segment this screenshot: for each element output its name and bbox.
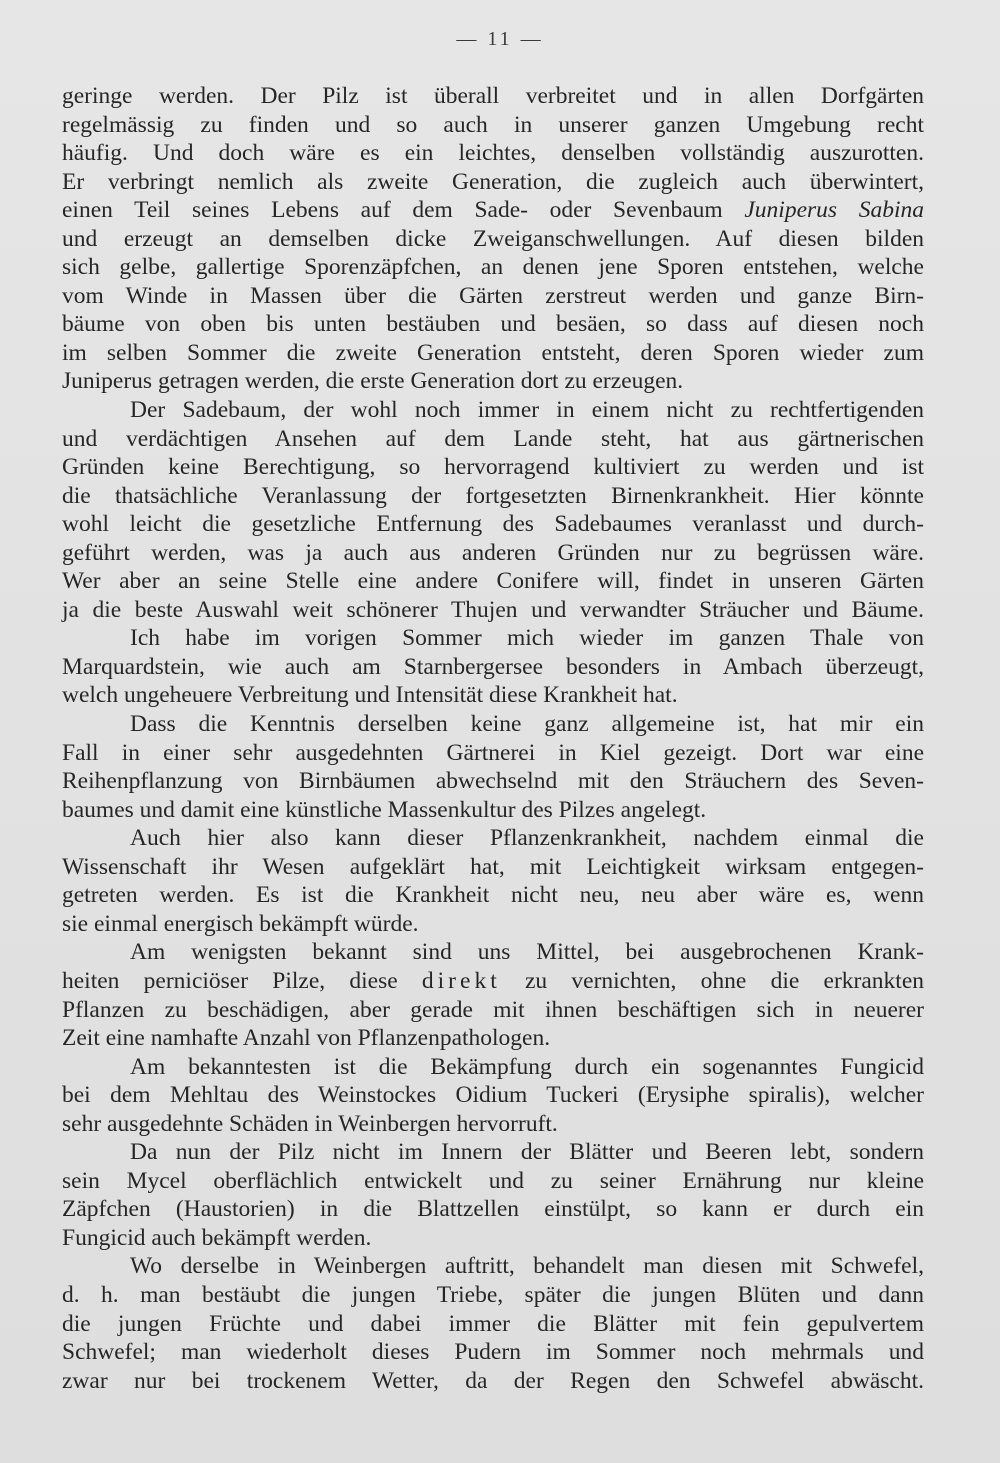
text-line: sie einmal energisch bekämpft würde.: [62, 910, 419, 937]
text-line: Wissenschaft ihr Wesen aufgeklärt hat, mit Leichtigkeit wirksam entgegen-: [62, 853, 924, 880]
text-line: die jungen Früchte und dabei immer die Blätter mit fein gepulvertem: [62, 1310, 924, 1337]
text-line: Er verbringt nemlich als zweite Generation, die zugleich auch überwintert,: [62, 168, 924, 195]
text-line: Zäpfchen (Haustorien) in die Blattzellen einstülpt, so kann er durch ein: [62, 1196, 924, 1223]
text-line: Marquardstein, wie auch am Starnbergersee besonders in Ambach überzeugt,: [62, 653, 924, 680]
paragraph-start-line: Ich habe im vorigen Sommer mich wieder im ganzen Thale von: [130, 625, 924, 652]
text-line: häufig. Und doch wäre es ein leichtes, denselben vollständig auszurotten.: [62, 140, 924, 167]
text-line-with-spaced-word: heiten perniciöser Pilze, diese direkt zu vernichten, ohne die erkrankten: [62, 967, 924, 994]
paragraph-start-line: Dass die Kenntnis derselben keine ganz allgemeine ist, hat mir ein: [130, 711, 924, 738]
text-line: welch ungeheuere Verbreitung und Intensität diese Krankheit hat.: [62, 682, 678, 709]
text-line: bei dem Mehltau des Weinstockes Oidium Tuckeri (Erysiphe spiralis), welcher: [62, 1082, 924, 1109]
paragraph-start-line: Wo derselbe in Weinbergen auftritt, behandelt man diesen mit Schwefel,: [130, 1253, 924, 1280]
text-line: Zeit eine namhafte Anzahl von Pflanzenpathologen.: [62, 1025, 551, 1052]
text-line: Gründen keine Berechtigung, so hervorragend kultiviert zu werden und ist: [62, 454, 924, 481]
text-line: geführt werden, was ja auch aus anderen Gründen nur zu begrüssen wäre.: [62, 539, 924, 566]
letterspaced-emphasis: direkt: [421, 967, 501, 994]
text-line: wohl leicht die gesetzliche Entfernung des Sadebaumes veranlasst und durch-: [62, 511, 924, 538]
paragraph-start-line: Der Sadebaum, der wohl noch immer in einem nicht zu rechtfertigenden: [130, 397, 924, 424]
paragraph-start-line: Am bekanntesten ist die Bekämpfung durch ein sogenanntes Fungicid: [130, 1053, 924, 1080]
text-line-with-italic: einen Teil seines Lebens auf dem Sade- oder Sevenbaum Juniperus Sabina: [62, 197, 924, 224]
text-line: geringe werden. Der Pilz ist überall verbreitet und in allen Dorfgärten: [62, 83, 924, 109]
body-text: [62, 82, 924, 1395]
text-line: Fall in einer sehr ausgedehnten Gärtnerei in Kiel gezeigt. Dort war eine: [62, 739, 924, 766]
page-number: — 11 —: [456, 28, 544, 50]
text-line: im selben Sommer die zweite Generation entsteht, deren Sporen wieder zum: [62, 339, 924, 366]
text-line: Reihenpflanzung von Birnbäumen abwechselnd mit den Sträuchern des Seven-: [62, 768, 924, 795]
text-line: die thatsächliche Veranlassung der fortgesetzten Birnenkrankheit. Hier könnte: [62, 482, 924, 509]
text-line: vom Winde in Massen über die Gärten zerstreut werden und ganze Birn-: [62, 282, 924, 309]
text-line: Wer aber an seine Stelle eine andere Conifere will, findet in unseren Gärten: [62, 568, 924, 595]
text-line: Pflanzen zu beschädigen, aber gerade mit ihnen beschäftigen sich in neuerer: [62, 996, 924, 1023]
text-line: Fungicid auch bekämpft werden.: [62, 1224, 372, 1251]
text-line: getreten werden. Es ist die Krankheit nicht neu, neu aber wäre es, wenn: [62, 882, 924, 909]
text-line: zwar nur bei trockenem Wetter, da der Regen den Schwefel abwäscht.: [62, 1367, 924, 1394]
text-line: Juniperus getragen werden, die erste Generation dort zu erzeugen.: [62, 368, 684, 395]
text-line: ja die beste Auswahl weit schönerer Thujen und verwandter Sträucher und Bäume.: [62, 596, 924, 623]
text-line: bäume von oben bis unten bestäuben und besäen, so dass auf diesen noch: [62, 311, 924, 338]
text-line: Schwefel; man wiederholt dieses Pudern im Sommer noch mehrmals und: [62, 1339, 924, 1366]
italic-species-name: Juniperus Sabina: [744, 197, 924, 224]
text-line: d. h. man bestäubt die jungen Triebe, später die jungen Blüten und dann: [62, 1281, 924, 1308]
paragraph-start-line: Da nun der Pilz nicht im Innern der Blätter und Beeren lebt, sondern: [130, 1139, 924, 1166]
text-line: und verdächtigen Ansehen auf dem Lande steht, hat aus gärtnerischen: [62, 425, 924, 452]
text-line: sein Mycel oberflächlich entwickelt und zu seiner Ernährung nur kleine: [62, 1167, 924, 1194]
text-line: baumes und damit eine künstliche Massenkultur des Pilzes angelegt.: [62, 796, 707, 823]
text-line: sich gelbe, gallertige Sporenzäpfchen, an denen jene Sporen entstehen, welche: [62, 254, 924, 281]
paragraph-start-line: Auch hier also kann dieser Pflanzenkrankheit, nachdem einmal die: [130, 825, 924, 852]
text-line: sehr ausgedehnte Schäden in Weinbergen hervorruft.: [62, 1110, 558, 1137]
text-line: regelmässig zu finden und so auch in unserer ganzen Umgebung recht: [62, 111, 924, 138]
paragraph-start-line: Am wenigsten bekannt sind uns Mittel, bei ausgebrochenen Krank-: [130, 939, 924, 966]
text-line: und erzeugt an demselben dicke Zweiganschwellungen. Auf diesen bilden: [62, 225, 924, 252]
